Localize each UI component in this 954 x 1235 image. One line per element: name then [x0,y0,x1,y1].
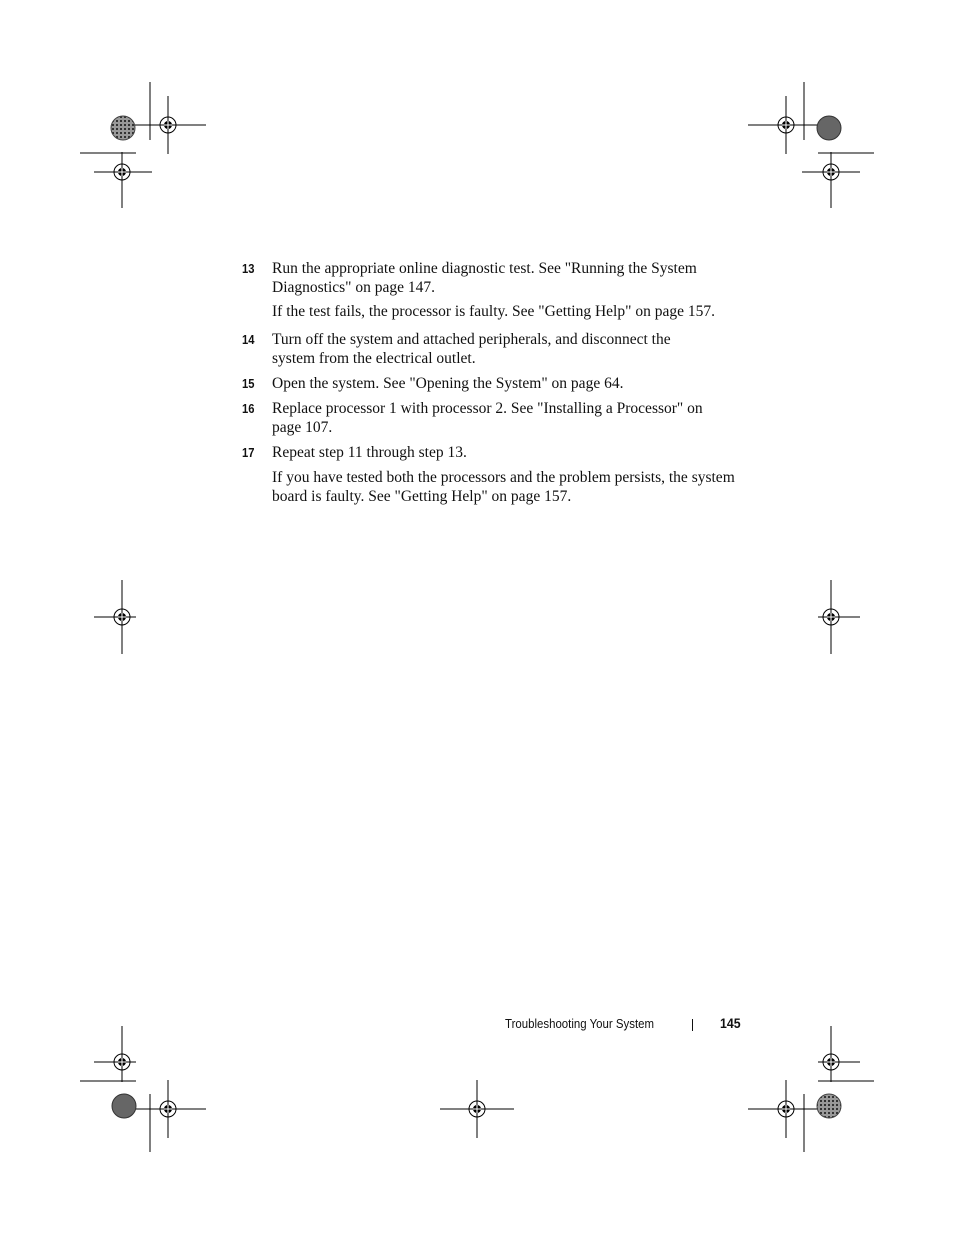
step-line: Run the appropriate online diagnostic test. See "Running the System [272,260,697,277]
step-text [272,303,742,322]
footer-separator [692,1019,693,1031]
page-number: 145 [720,1015,741,1031]
step-number: 16 [242,401,255,416]
step-number: 14 [242,332,255,347]
step-line: Turn off the system and attached peripherals, and disconnect the [272,331,671,348]
step-line: If the test fails, the processor is faulty. See "Getting Help" on page 157. [272,303,715,320]
step-text [272,400,742,437]
step-text [272,444,742,463]
registration-mark-middle-right [818,580,860,654]
footer-section-title: Troubleshooting Your System [505,1016,655,1031]
step-line: system from the electrical outlet. [272,349,476,367]
step-text [272,331,742,368]
registration-mark-middle-left [94,580,136,654]
registration-mark-bottom-left [80,1026,206,1152]
registration-mark-top-left [80,82,206,208]
step-line: Diagnostics" on page 147. [272,278,436,296]
registration-mark-top-right [748,82,874,208]
step-line: Replace processor 1 with processor 2. See "Installing a Processor" on [272,400,703,417]
step-text [272,375,742,394]
step-line: page 107. [272,418,333,436]
step-line: Open the system. See "Opening the System" on page 64. [272,375,624,392]
step-text [272,260,742,297]
registration-mark-bottom-right [748,1026,874,1152]
step-number: 13 [242,261,255,276]
step-line: If you have tested both the processors and the problem persists, the system [272,469,735,486]
step-line: board is faulty. See "Getting Help" on page 157. [272,487,572,505]
step-number: 17 [242,445,255,460]
step-line: Repeat step 11 through step 13. [272,444,467,461]
registration-mark-bottom-center [440,1080,514,1138]
step-text [272,469,742,506]
step-number: 15 [242,376,255,391]
